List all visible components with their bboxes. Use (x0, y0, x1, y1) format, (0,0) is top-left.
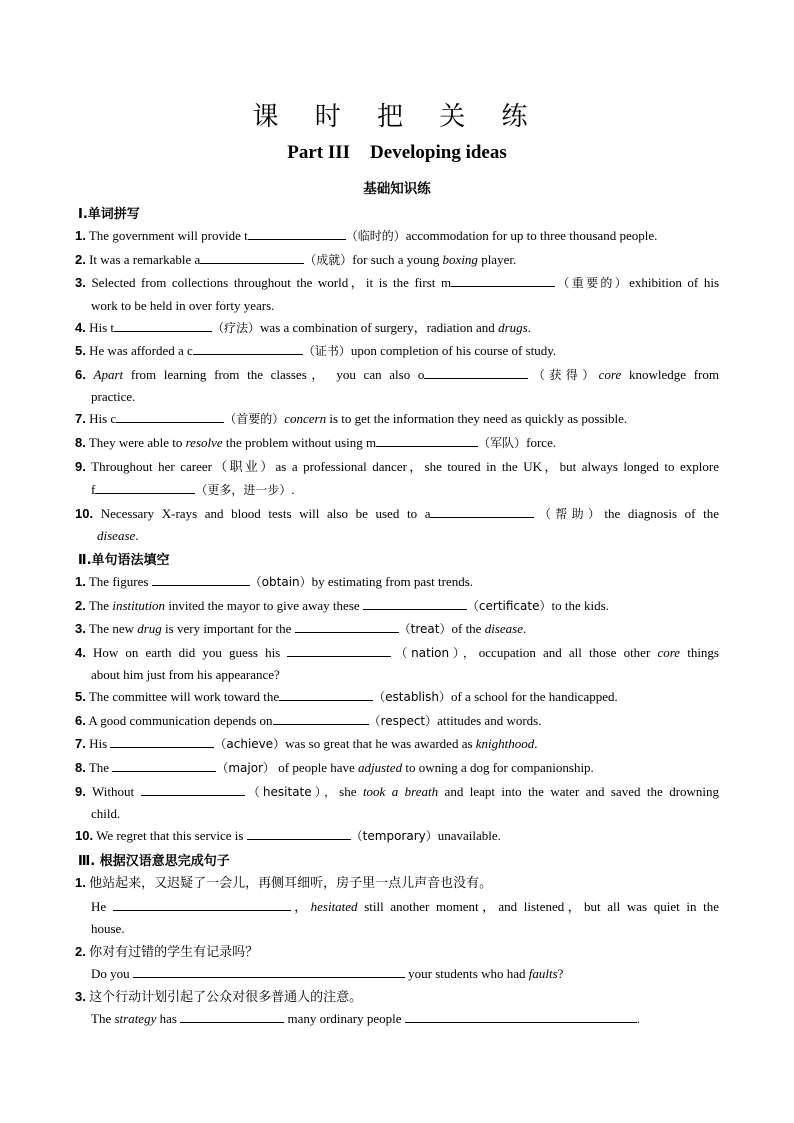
answer-blank[interactable] (247, 825, 351, 840)
answer-blank[interactable] (193, 340, 303, 355)
s2-item-1: 1. The figures （obtain）by estimating from past trends. (75, 570, 719, 594)
s3-item-2: 2. 你对有过错的学生有记录吗？ (75, 944, 259, 960)
s1-item-9: 9. Throughout her career（职业）as a professional dancer，she toured in the UK，but always longed to explore (75, 459, 720, 474)
s1-item-3: 3. Selected from collections throughout the world，it is the first m （重要的）exhibition of his (75, 271, 719, 295)
answer-blank[interactable] (287, 642, 391, 657)
section-heading: 基础知识练 (363, 181, 431, 197)
s2-item-9: 9. Without （hesitate），she took a breath and leapt into the water and saved the drowning (75, 780, 719, 804)
s2-item-10: 10. We regret that this service is （temporary）unavailable. (75, 824, 719, 848)
s2-item-5: 5. The committee will work toward the （establish）of a school for the handicapped. (75, 685, 719, 709)
s2-item-8: 8. The （major） of people have adjusted to owning a dog for companionship. (75, 756, 719, 780)
answer-blank[interactable] (279, 686, 373, 701)
answer-blank[interactable] (112, 757, 216, 772)
answer-blank[interactable] (116, 408, 224, 423)
answer-blank[interactable] (376, 432, 478, 447)
s3-item-3: 3. 这个行动计划引起了公众对很多普通人的注意。 (75, 989, 363, 1005)
part-topic: Developing ideas (370, 142, 507, 163)
part-subtitle (0, 142, 794, 164)
s2-item-6: 6. A good communication depends on （respect）attitudes and words. (75, 709, 719, 733)
answer-blank[interactable] (248, 225, 346, 240)
answer-blank[interactable] (405, 1008, 637, 1023)
answer-blank[interactable] (110, 733, 214, 748)
answer-blank[interactable] (133, 963, 405, 978)
answer-blank[interactable] (451, 272, 555, 287)
section1-label: Ⅰ.单词拼写 (78, 207, 140, 222)
page-title: 课 时 把 关 练 (252, 102, 542, 132)
s3-item-1: 1. 他站起来，又迟疑了一会儿，再侧耳细听，房子里一点儿声音也没有。 (75, 875, 493, 891)
s1-item-4: 4. His t （疗法）was a combination of surgery，radiation and drugs. (75, 316, 719, 340)
answer-blank[interactable] (295, 618, 399, 633)
s1-item-5: 5. He was afforded a c （证书）upon completion of his course of study. (75, 339, 719, 363)
s1-item-8: 8. They were able to resolve the problem without using m （军队）force. (75, 431, 719, 455)
s2-item-4: 4. How on earth did you guess his （nation），occupation and all those other core things (75, 641, 719, 665)
answer-blank[interactable] (273, 710, 369, 725)
s2-item-2: 2. The institution invited the mayor to give away these （certificate）to the kids. (75, 594, 719, 618)
answer-blank[interactable] (152, 571, 250, 586)
answer-blank[interactable] (363, 595, 467, 610)
part-number: Part III (287, 142, 351, 163)
answer-blank[interactable] (424, 364, 528, 379)
s2-item-7: 7. His （achieve）was so great that he was awarded as knighthood. (75, 732, 719, 756)
answer-blank[interactable] (200, 249, 304, 264)
answer-blank[interactable] (180, 1008, 284, 1023)
s1-item-2: 2. It was a remarkable a （成就）for such a young boxing player. (75, 248, 719, 272)
answer-blank[interactable] (95, 479, 195, 494)
worksheet-page: 课 时 把 关 练 Part III Developing ideas 基础知识练 Ⅰ.单词拼写 1. The government will provide t （临时的）accommodation for up to three thousand people. 2. It was a remarkable a （成就）for such a young boxing player. 3. Selected from collections throughout the world，it is the first m （重要的）exhibition of his work to be held in over forty years. 4. His t （疗法）was a combination of surgery，radiation and drugs. 5. He was afforded a c （证书）upon completion of his course of study. 6. Apart from learning from the classes， you can also o （获得）core knowledge from practice. 7. His c （首要的）concern is to get the information they need as quickly as possible. 8. They were able to resolve the problem without using m （军队）force. 9. Throughout her career（职业）as a professional dancer，she toured in the UK，but always longed to explore f （更多，进一步）. 10. Necessary X-rays and blood tests will also be used to a （帮助）the diagnosis of the disease. Ⅱ.单句语法填空 1. The figures （obtain）by estimating from past trends. 2. The institution invited the mayor to give away these （certificate）to the kids. 3. The new drug is very important for the （treat）of the disease. 4. How on earth did you guess his （nation），occupation and all those other core things about him just from his appearance? 5. The committee will work toward the （establish）of a school for the handicapped. 6. A good communication depends on （respect）attitudes and words. 7. His （achieve）was so great that he was awarded as knighthood. 8. The （major） of people have adjusted to owning a dog for companionship. 9. Without （hesitate），she took a breath and leapt into the water and saved the drowning child. 10. We regret that this service is （temporary）unavailable. Ⅲ. 根据汉语意思完成句子 1. 他站起来，又迟疑了一会儿，再侧耳细听，房子里一点儿声音也没有。 He ，hesitated still another moment，and listened，but all was quiet in the house. 2. 你对有过错的学生有记录吗？ Do you your students who had faults? 3. 这个行动计划引起了公众对很多普通人的注意。 The strategy has many ordinary people . (0, 0, 794, 1123)
s1-item-1: 1. The government will provide t （临时的）accommodation for up to three thousand people. (75, 224, 719, 248)
s2-item-3: 3. The new drug is very important for the （treat）of the disease. (75, 617, 719, 641)
section3-label: Ⅲ. 根据汉语意思完成句子 (78, 854, 230, 869)
answer-blank[interactable] (114, 317, 212, 332)
section2-label: Ⅱ.单句语法填空 (78, 553, 170, 568)
s1-item-6: 6. Apart from learning from the classes， you can also o （获得）core knowledge from (75, 363, 719, 387)
answer-blank[interactable] (430, 503, 534, 518)
answer-blank[interactable] (113, 896, 291, 911)
s1-item-10: 10. Necessary X-rays and blood tests will also be used to a （帮助）the diagnosis of the (75, 502, 719, 526)
s1-item-7: 7. His c （首要的）concern is to get the information they need as quickly as possible. (75, 407, 719, 431)
answer-blank[interactable] (141, 781, 245, 796)
